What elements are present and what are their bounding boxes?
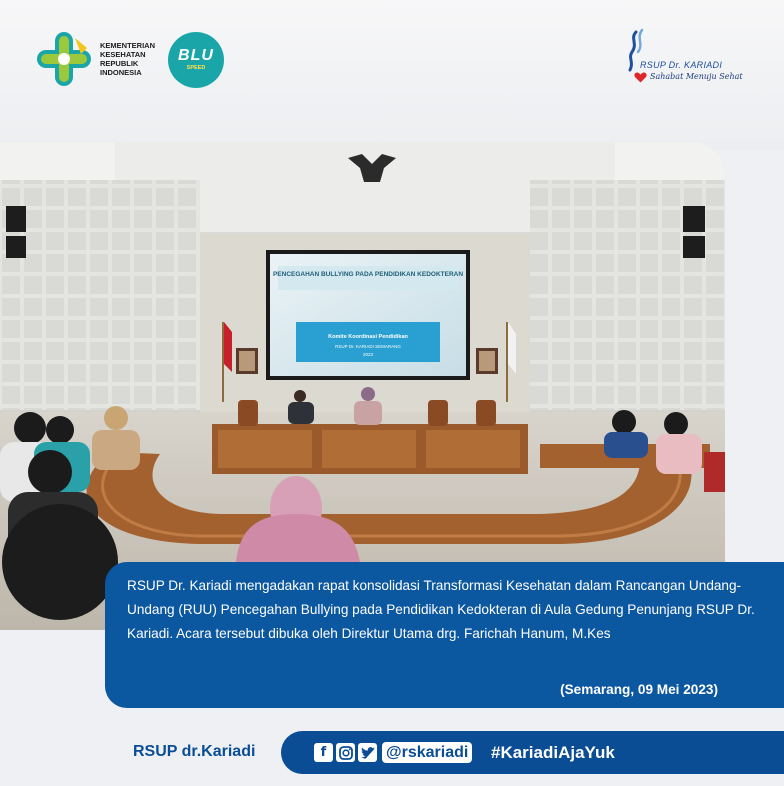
ministry-line: KEMENTERIAN xyxy=(100,41,156,50)
caption-date: (Semarang, 09 Mei 2023) xyxy=(560,682,718,697)
blu-label: BLU xyxy=(178,47,214,64)
hashtag: #KariadiAjaYuk xyxy=(491,743,615,762)
slide-org: RSUP Dr. KARIADI SEMARANG xyxy=(335,344,401,349)
social-icons xyxy=(314,743,377,762)
caption-text: RSUP Dr. Kariadi mengadakan rapat konsolidasi Transformasi Kesehatan dalam Rancangan Undang-Undang (RUU) Pencegahan Bullying pada Pendidikan Kedokteran di Aula Gedung Penunjang RSUP Dr. Kariadi. Acara tersebut dibuka oleh Direktur Utama drg. Farichah Hanum, M.Kes xyxy=(127,578,755,641)
blu-sub-label: SPEED xyxy=(186,65,206,71)
hospital-logo-name: RSUP Dr. KARIADI xyxy=(640,60,723,70)
ministry-line: KESEHATAN xyxy=(100,50,146,59)
slide-year: 2023 xyxy=(362,352,374,357)
twitter-icon[interactable] xyxy=(358,743,377,762)
ministry-name xyxy=(100,41,170,77)
social-handle[interactable]: @rskariadi xyxy=(382,742,472,763)
ministry-line: INDONESIA xyxy=(100,68,142,77)
slide-subtitle: Komite Koordinasi Pendidikan xyxy=(328,334,408,340)
ministry-line: REPUBLIK xyxy=(100,59,139,68)
caption-box xyxy=(105,562,784,708)
instagram-glyph xyxy=(339,746,353,760)
twitter-glyph xyxy=(361,747,375,759)
footer-hospital-name: RSUP dr.Kariadi xyxy=(133,743,256,760)
facebook-icon[interactable]: f xyxy=(314,743,333,762)
hospital-tagline: Sahabat Menuju Sehat xyxy=(650,72,743,81)
footer-bar xyxy=(281,731,784,774)
instagram-icon[interactable] xyxy=(336,743,355,762)
meeting-photo xyxy=(0,142,725,630)
blu-speed-logo xyxy=(168,32,224,88)
slide-title: PENCEGAHAN BULLYING PADA PENDIDIKAN KEDOKTERAN xyxy=(272,271,464,278)
kemenkes-logo-icon xyxy=(35,30,93,88)
heart-icon xyxy=(634,72,647,83)
